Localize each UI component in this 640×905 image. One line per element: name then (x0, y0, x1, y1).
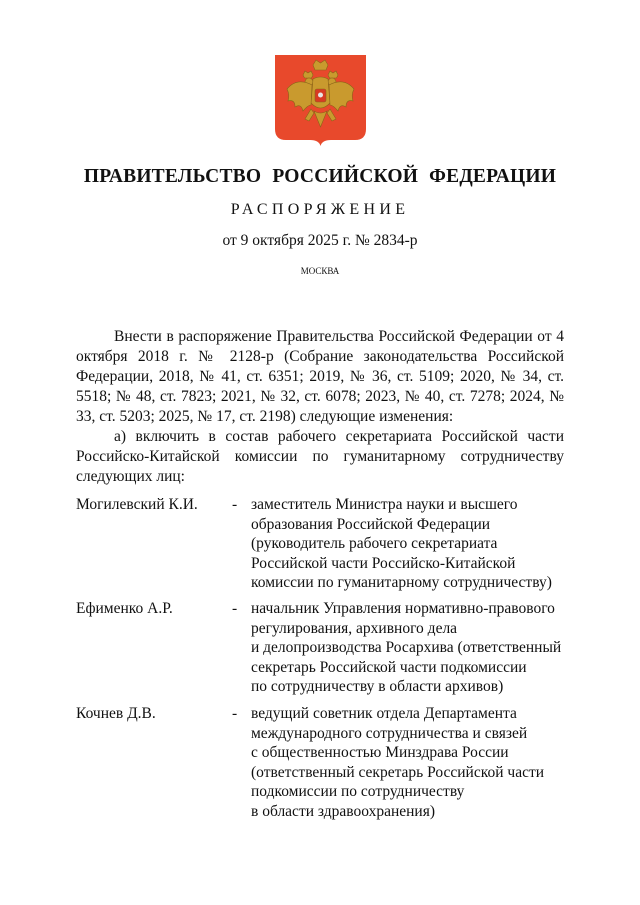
item-a-paragraph: а) включить в состав рабочего секретариата Российской части Российско-Китайской комиссии по гуманитарному сотрудничеству следующих лиц: (76, 428, 564, 485)
member-dash: - (232, 705, 238, 722)
member-position: ведущий советник отдела Департамента международного сотрудничества и связей с общественностью Минздрава России (ответственный секретарь Российской части подкомиссии по сотрудничеству в области здравоохранения) (251, 705, 545, 820)
member-name: Кочнев Д.В. (76, 705, 156, 722)
russian-coat-of-arms-icon (275, 55, 366, 146)
member-name: Могилевский К.И. (76, 496, 198, 513)
document-type: РАСПОРЯЖЕНИЕ (230, 201, 410, 218)
member-position: начальник Управления нормативно-правового регулирования, архивного дела и делопроизводства Росархива (ответственный секретарь Российской части подкомиссии по сотрудничеству в области архивов) (251, 600, 562, 695)
intro-paragraph: Внести в распоряжение Правительства Российской Федерации от 4 октября 2018 г. № 2128-р (Собрание законодательства Российской Федерации, 2018, № 41, ст. 6351; 2019, № 36, ст. 5109; 2020, № 34, ст. 5518; № 48, ст. 7823; 2021, № 32, ст. 6078; 2023, № 40, ст. 7278; 2024, № 33, ст. 5203; 2025, № 17, ст. 2198) следующие изменения: (76, 328, 564, 425)
document-date-number: от 9 октября 2025 г. № 2834-р (222, 232, 418, 249)
member-dash: - (232, 496, 238, 513)
member-name: Ефименко А.Р. (76, 600, 173, 617)
government-title: ПРАВИТЕЛЬСТВО РОССИЙСКОЙ ФЕДЕРАЦИИ (83, 166, 557, 187)
order-body (76, 327, 564, 487)
member-dash: - (232, 600, 238, 617)
member-position: заместитель Министра науки и высшего образования Российской Федерации (руководитель рабочего секретариата Российской части Российско-Китайской комиссии по гуманитарному сотрудничеству) (251, 496, 552, 591)
document-city: МОСКВА (300, 266, 340, 276)
